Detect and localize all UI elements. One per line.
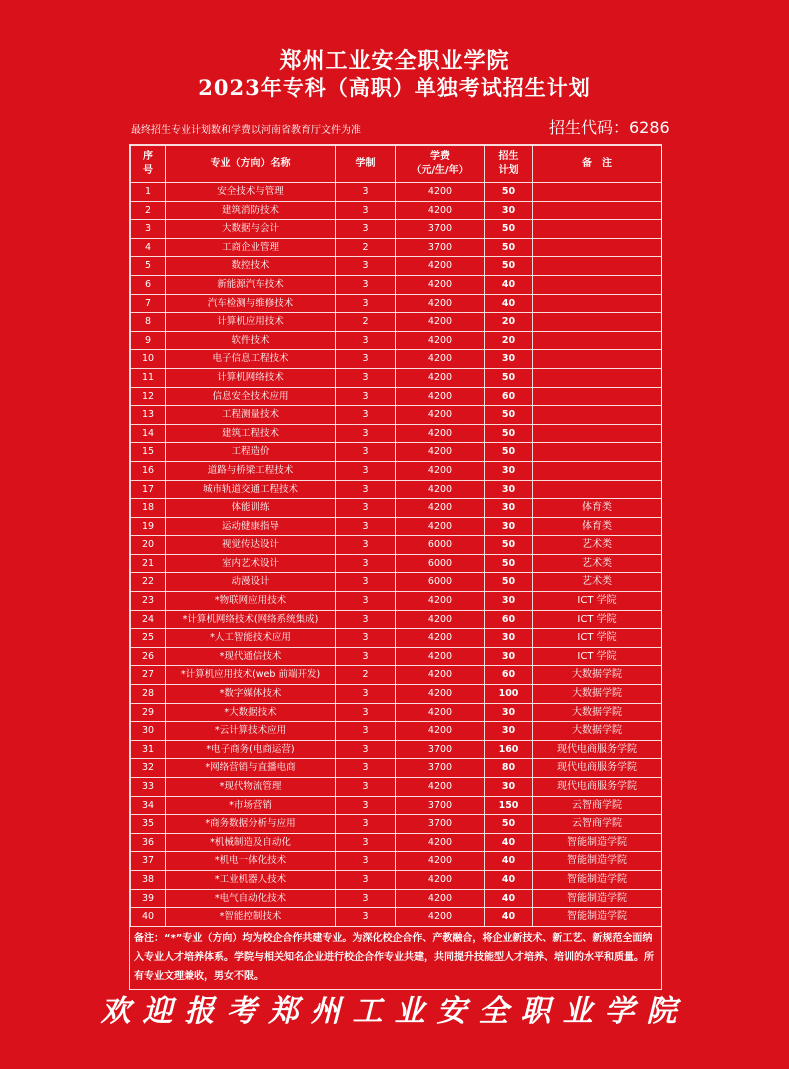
cell-years: 3: [336, 908, 396, 927]
cell-fee: 4200: [396, 870, 485, 889]
cell-remark: [533, 424, 662, 443]
cell-years: 3: [336, 183, 396, 202]
cell-years: 3: [336, 201, 396, 220]
cell-years: 3: [336, 573, 396, 592]
table-footnote: 备注：“*”专业（方向）均为校企合作共建专业。为深化校企合作、产教融合，将企业新技术、新工艺、新规范全面纳入专业人才培养体系。学院与相关知名企业进行校企合作专业共建，共同提升技能型人才培养、培训的水平和质量。所有专业文理兼收，男女不限。: [134, 932, 654, 982]
cell-years: 3: [336, 703, 396, 722]
cell-years: 3: [336, 331, 396, 350]
cell-remark: 大数据学院: [533, 703, 662, 722]
cell-major: 工商企业管理: [166, 238, 336, 257]
cell-years: 3: [336, 480, 396, 499]
cell-plan: 40: [485, 294, 533, 313]
cell-no: 2: [131, 201, 166, 220]
cell-years: 3: [336, 517, 396, 536]
table-row: [131, 313, 662, 332]
cell-years: 3: [336, 629, 396, 648]
cell-years: 3: [336, 778, 396, 797]
cell-no: 12: [131, 387, 166, 406]
enrollment-table-sheet: [129, 144, 662, 990]
cell-remark: [533, 461, 662, 480]
cell-remark: [533, 387, 662, 406]
cell-major: 建筑消防技术: [166, 201, 336, 220]
cell-remark: 体育类: [533, 499, 662, 518]
cell-major: *市场营销: [166, 796, 336, 815]
cell-years: 3: [336, 461, 396, 480]
cell-major: 汽车检测与维修技术: [166, 294, 336, 313]
cell-plan: 60: [485, 666, 533, 685]
cell-years: 3: [336, 815, 396, 834]
page-subtitle: 2023年专科（高职）单独考试招生计划: [198, 75, 591, 100]
cell-no: 17: [131, 480, 166, 499]
cell-no: 22: [131, 573, 166, 592]
table-row: [131, 685, 662, 704]
cell-fee: 4200: [396, 201, 485, 220]
cell-fee: 4200: [396, 592, 485, 611]
cell-plan: 50: [485, 443, 533, 462]
cell-no: 18: [131, 499, 166, 518]
cell-plan: 30: [485, 517, 533, 536]
cell-years: 3: [336, 870, 396, 889]
cell-plan: 50: [485, 368, 533, 387]
cell-fee: 4200: [396, 833, 485, 852]
cell-no: 38: [131, 870, 166, 889]
cell-no: 31: [131, 740, 166, 759]
cell-no: 32: [131, 759, 166, 778]
table-body: [131, 183, 662, 927]
cell-years: 3: [336, 833, 396, 852]
cell-years: 3: [336, 275, 396, 294]
table-row: [131, 573, 662, 592]
cell-major: 新能源汽车技术: [166, 275, 336, 294]
cell-fee: 3700: [396, 759, 485, 778]
cell-no: 6: [131, 275, 166, 294]
cell-major: 计算机网络技术: [166, 368, 336, 387]
cell-no: 33: [131, 778, 166, 797]
table-row: [131, 387, 662, 406]
cell-no: 40: [131, 908, 166, 927]
table-row: [131, 796, 662, 815]
cell-remark: [533, 294, 662, 313]
cell-years: 3: [336, 499, 396, 518]
cell-major: 信息安全技术应用: [166, 387, 336, 406]
cell-remark: ICT 学院: [533, 610, 662, 629]
table-row: [131, 722, 662, 741]
table-row: [131, 183, 662, 202]
cell-plan: 30: [485, 703, 533, 722]
cell-plan: 40: [485, 908, 533, 927]
cell-fee: 3700: [396, 220, 485, 239]
cell-plan: 50: [485, 238, 533, 257]
cell-fee: 4200: [396, 852, 485, 871]
cell-years: 3: [336, 424, 396, 443]
cell-plan: 20: [485, 313, 533, 332]
cell-plan: 50: [485, 554, 533, 573]
cell-major: 道路与桥梁工程技术: [166, 461, 336, 480]
cell-fee: 4200: [396, 610, 485, 629]
table-row: [131, 461, 662, 480]
cell-remark: 现代电商服务学院: [533, 759, 662, 778]
cell-major: *物联网应用技术: [166, 592, 336, 611]
cell-years: 3: [336, 294, 396, 313]
table-row: [131, 499, 662, 518]
cell-years: 3: [336, 722, 396, 741]
cell-years: 3: [336, 554, 396, 573]
table-row: [131, 554, 662, 573]
cell-fee: 6000: [396, 536, 485, 555]
cell-fee: 4200: [396, 368, 485, 387]
table-row: [131, 889, 662, 908]
header-plan: 招生 计划: [485, 146, 533, 183]
cell-major: *大数据技术: [166, 703, 336, 722]
cell-remark: 智能制造学院: [533, 889, 662, 908]
cell-plan: 30: [485, 778, 533, 797]
cell-years: 3: [336, 406, 396, 425]
cell-fee: 4200: [396, 703, 485, 722]
cell-major: *计算机应用技术(web 前端开发): [166, 666, 336, 685]
cell-remark: [533, 313, 662, 332]
slogan: 欢迎报考郑州工业安全职业学院: [100, 994, 689, 1029]
table-row: [131, 275, 662, 294]
cell-fee: 6000: [396, 573, 485, 592]
page-title: 郑州工业安全职业学院: [279, 48, 510, 74]
cell-major: 计算机应用技术: [166, 313, 336, 332]
table-row: [131, 833, 662, 852]
cell-remark: [533, 443, 662, 462]
cell-fee: 3700: [396, 238, 485, 257]
cell-years: 2: [336, 666, 396, 685]
cell-remark: 智能制造学院: [533, 852, 662, 871]
cell-plan: 40: [485, 275, 533, 294]
cell-no: 26: [131, 647, 166, 666]
cell-fee: 4200: [396, 461, 485, 480]
cell-major: *电子商务(电商运营): [166, 740, 336, 759]
cell-no: 39: [131, 889, 166, 908]
table-row: [131, 480, 662, 499]
cell-plan: 50: [485, 406, 533, 425]
top-note: 最终招生专业计划数和学费以河南省教育厅文件为准: [131, 125, 361, 136]
cell-plan: 160: [485, 740, 533, 759]
cell-plan: 30: [485, 350, 533, 369]
table-row: [131, 443, 662, 462]
cell-no: 13: [131, 406, 166, 425]
cell-major: *人工智能技术应用: [166, 629, 336, 648]
cell-fee: 4200: [396, 294, 485, 313]
cell-remark: 大数据学院: [533, 685, 662, 704]
table-row: [131, 294, 662, 313]
cell-plan: 50: [485, 257, 533, 276]
cell-major: 工程测量技术: [166, 406, 336, 425]
table-row: [131, 629, 662, 648]
cell-major: 动漫设计: [166, 573, 336, 592]
cell-major: 建筑工程技术: [166, 424, 336, 443]
cell-no: 20: [131, 536, 166, 555]
cell-major: *智能控制技术: [166, 908, 336, 927]
cell-remark: 现代电商服务学院: [533, 740, 662, 759]
table-row: [131, 666, 662, 685]
cell-plan: 50: [485, 536, 533, 555]
cell-fee: 3700: [396, 796, 485, 815]
cell-fee: 4200: [396, 387, 485, 406]
cell-major: *网络营销与直播电商: [166, 759, 336, 778]
cell-fee: 4200: [396, 889, 485, 908]
cell-years: 3: [336, 610, 396, 629]
cell-fee: 4200: [396, 908, 485, 927]
cell-fee: 4200: [396, 517, 485, 536]
cell-major: 运动健康指导: [166, 517, 336, 536]
cell-no: 7: [131, 294, 166, 313]
cell-fee: 3700: [396, 815, 485, 834]
cell-years: 3: [336, 257, 396, 276]
cell-no: 29: [131, 703, 166, 722]
cell-no: 4: [131, 238, 166, 257]
cell-fee: 4200: [396, 666, 485, 685]
cell-fee: 4200: [396, 424, 485, 443]
cell-fee: 4200: [396, 183, 485, 202]
cell-major: 工程造价: [166, 443, 336, 462]
cell-remark: 体育类: [533, 517, 662, 536]
cell-major: 安全技术与管理: [166, 183, 336, 202]
cell-remark: 艺术类: [533, 536, 662, 555]
cell-remark: 智能制造学院: [533, 870, 662, 889]
table-row: [131, 368, 662, 387]
cell-no: 19: [131, 517, 166, 536]
cell-plan: 60: [485, 387, 533, 406]
cell-no: 23: [131, 592, 166, 611]
cell-remark: [533, 275, 662, 294]
table-row: [131, 703, 662, 722]
cell-fee: 4200: [396, 406, 485, 425]
table-row: [131, 870, 662, 889]
cell-plan: 30: [485, 480, 533, 499]
table-header-row: [131, 146, 662, 183]
cell-major: 室内艺术设计: [166, 554, 336, 573]
cell-remark: [533, 257, 662, 276]
cell-years: 2: [336, 238, 396, 257]
cell-no: 28: [131, 685, 166, 704]
cell-years: 3: [336, 368, 396, 387]
cell-years: 3: [336, 220, 396, 239]
cell-no: 35: [131, 815, 166, 834]
cell-no: 5: [131, 257, 166, 276]
cell-years: 3: [336, 443, 396, 462]
cell-remark: ICT 学院: [533, 629, 662, 648]
table-row: [131, 238, 662, 257]
cell-plan: 60: [485, 610, 533, 629]
cell-major: 电子信息工程技术: [166, 350, 336, 369]
table-row: [131, 852, 662, 871]
cell-no: 11: [131, 368, 166, 387]
cell-major: 软件技术: [166, 331, 336, 350]
cell-remark: 大数据学院: [533, 666, 662, 685]
cell-major: *数字媒体技术: [166, 685, 336, 704]
cell-remark: 现代电商服务学院: [533, 778, 662, 797]
cell-remark: [533, 368, 662, 387]
cell-fee: 4200: [396, 275, 485, 294]
cell-fee: 4200: [396, 685, 485, 704]
cell-remark: [533, 331, 662, 350]
cell-plan: 40: [485, 852, 533, 871]
cell-years: 3: [336, 740, 396, 759]
cell-fee: 3700: [396, 740, 485, 759]
cell-major: 视觉传达设计: [166, 536, 336, 555]
cell-fee: 4200: [396, 257, 485, 276]
cell-plan: 40: [485, 889, 533, 908]
table-row: [131, 331, 662, 350]
cell-plan: 50: [485, 183, 533, 202]
table-row: [131, 778, 662, 797]
cell-fee: 4200: [396, 331, 485, 350]
cell-remark: 云智商学院: [533, 796, 662, 815]
cell-remark: [533, 406, 662, 425]
cell-major: *机电一体化技术: [166, 852, 336, 871]
cell-remark: 智能制造学院: [533, 833, 662, 852]
cell-plan: 20: [485, 331, 533, 350]
cell-remark: [533, 350, 662, 369]
cell-remark: ICT 学院: [533, 592, 662, 611]
cell-plan: 30: [485, 647, 533, 666]
cell-fee: 4200: [396, 647, 485, 666]
table-row: [131, 406, 662, 425]
table-row: [131, 220, 662, 239]
cell-fee: 4200: [396, 499, 485, 518]
cell-major: *计算机网络技术(网络系统集成): [166, 610, 336, 629]
cell-no: 15: [131, 443, 166, 462]
table-row: [131, 647, 662, 666]
cell-remark: [533, 183, 662, 202]
cell-fee: 4200: [396, 778, 485, 797]
header-remark: 备 注: [533, 146, 662, 183]
cell-plan: 30: [485, 592, 533, 611]
cell-years: 3: [336, 592, 396, 611]
cell-major: 大数据与会计: [166, 220, 336, 239]
table-row: [131, 908, 662, 927]
header-major: 专业（方向）名称: [166, 146, 336, 183]
cell-plan: 30: [485, 629, 533, 648]
cell-plan: 50: [485, 573, 533, 592]
table-row: [131, 350, 662, 369]
table-row: [131, 740, 662, 759]
cell-remark: 艺术类: [533, 573, 662, 592]
header-years: 学制: [336, 146, 396, 183]
cell-no: 34: [131, 796, 166, 815]
cell-years: 3: [336, 685, 396, 704]
cell-remark: 大数据学院: [533, 722, 662, 741]
table-row: [131, 257, 662, 276]
table-row: [131, 610, 662, 629]
cell-fee: 4200: [396, 313, 485, 332]
cell-remark: 智能制造学院: [533, 908, 662, 927]
table-row: [131, 424, 662, 443]
cell-years: 3: [336, 350, 396, 369]
cell-no: 1: [131, 183, 166, 202]
cell-remark: [533, 238, 662, 257]
cell-remark: 艺术类: [533, 554, 662, 573]
cell-plan: 150: [485, 796, 533, 815]
cell-plan: 50: [485, 220, 533, 239]
cell-no: 16: [131, 461, 166, 480]
cell-no: 8: [131, 313, 166, 332]
cell-plan: 100: [485, 685, 533, 704]
header-fee: 学费 （元/生/年）: [396, 146, 485, 183]
cell-fee: 4200: [396, 722, 485, 741]
cell-plan: 40: [485, 870, 533, 889]
cell-plan: 80: [485, 759, 533, 778]
cell-years: 3: [336, 759, 396, 778]
enrollment-table: [130, 145, 662, 927]
cell-plan: 30: [485, 499, 533, 518]
cell-major: 城市轨道交通工程技术: [166, 480, 336, 499]
cell-remark: 云智商学院: [533, 815, 662, 834]
table-row: [131, 759, 662, 778]
cell-plan: 40: [485, 833, 533, 852]
cell-no: 10: [131, 350, 166, 369]
table-row: [131, 592, 662, 611]
table-row: [131, 536, 662, 555]
enroll-code: 招生代码：6286: [549, 118, 670, 137]
cell-major: *工业机器人技术: [166, 870, 336, 889]
cell-fee: 6000: [396, 554, 485, 573]
cell-no: 24: [131, 610, 166, 629]
cell-major: *商务数据分析与应用: [166, 815, 336, 834]
cell-plan: 30: [485, 201, 533, 220]
table-row: [131, 815, 662, 834]
cell-major: 数控技术: [166, 257, 336, 276]
cell-no: 14: [131, 424, 166, 443]
cell-years: 3: [336, 647, 396, 666]
cell-plan: 50: [485, 424, 533, 443]
header-no: 序 号: [131, 146, 166, 183]
cell-major: *机械制造及自动化: [166, 833, 336, 852]
cell-years: 3: [336, 889, 396, 908]
cell-major: *云计算技术应用: [166, 722, 336, 741]
cell-plan: 30: [485, 722, 533, 741]
cell-years: 3: [336, 796, 396, 815]
cell-fee: 4200: [396, 480, 485, 499]
cell-no: 30: [131, 722, 166, 741]
cell-plan: 30: [485, 461, 533, 480]
cell-remark: ICT 学院: [533, 647, 662, 666]
cell-major: *电气自动化技术: [166, 889, 336, 908]
cell-no: 27: [131, 666, 166, 685]
cell-years: 2: [336, 313, 396, 332]
cell-plan: 50: [485, 815, 533, 834]
cell-major: *现代物流管理: [166, 778, 336, 797]
cell-remark: [533, 480, 662, 499]
cell-no: 36: [131, 833, 166, 852]
table-row: [131, 201, 662, 220]
cell-no: 9: [131, 331, 166, 350]
cell-years: 3: [336, 852, 396, 871]
cell-remark: [533, 201, 662, 220]
cell-remark: [533, 220, 662, 239]
cell-major: 体能训练: [166, 499, 336, 518]
cell-no: 21: [131, 554, 166, 573]
cell-fee: 4200: [396, 629, 485, 648]
cell-major: *现代通信技术: [166, 647, 336, 666]
cell-no: 25: [131, 629, 166, 648]
cell-no: 3: [131, 220, 166, 239]
cell-years: 3: [336, 387, 396, 406]
table-row: [131, 517, 662, 536]
cell-no: 37: [131, 852, 166, 871]
cell-fee: 4200: [396, 350, 485, 369]
cell-fee: 4200: [396, 443, 485, 462]
cell-years: 3: [336, 536, 396, 555]
